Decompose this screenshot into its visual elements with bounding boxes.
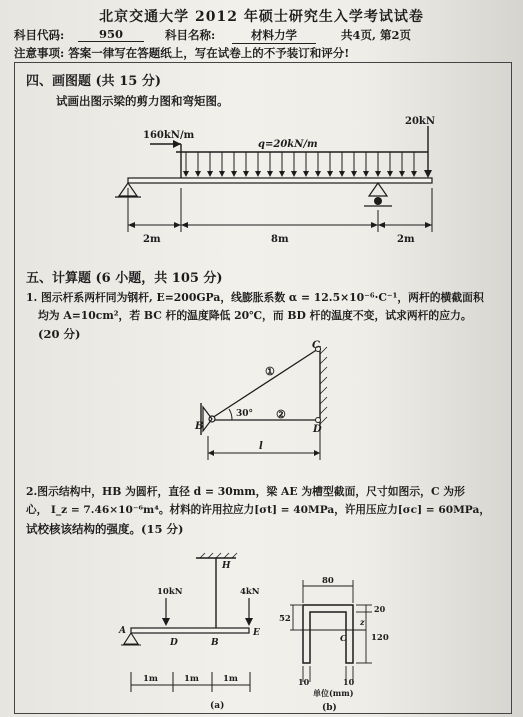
dim-width-80: 80 xyxy=(322,576,334,586)
moment-arrowhead xyxy=(173,140,181,148)
length-label: l xyxy=(259,441,263,452)
dim-label-1: 2m xyxy=(143,234,161,245)
angle-arc xyxy=(229,409,232,420)
unit-label: 单位(mm) xyxy=(313,688,354,698)
wall-hatching xyxy=(320,347,327,424)
beam-diagram xyxy=(0,110,523,260)
dim-10-left: 10 xyxy=(298,677,310,687)
label-a: A xyxy=(119,626,126,636)
roller-wheel xyxy=(374,197,382,205)
right-roller-support xyxy=(369,183,387,196)
label-e: E xyxy=(253,628,260,638)
subject-name-value: 材料力学 xyxy=(232,27,316,44)
dim-52: 52 xyxy=(279,614,291,624)
force-arrowhead xyxy=(424,170,432,178)
exam-title: 北京交通大学 2012 年硕士研究生入学考试试卷 xyxy=(99,9,424,25)
beam xyxy=(128,178,432,183)
subject-code-value: 950 xyxy=(78,27,144,42)
length-tick-right xyxy=(314,450,320,456)
q1-line1: 1. 图示杆系两杆同为钢杆, E=200GPa，线膨胀系数 α = 12.5×10⁻⁶·C⁻¹，两杆的横截面积 xyxy=(26,291,484,304)
ceiling-hatching xyxy=(200,553,237,558)
truss-diagram xyxy=(0,335,523,465)
force-4kn-arrowhead xyxy=(245,618,253,626)
force-10kn-arrowhead xyxy=(162,618,170,626)
member-1-label: ① xyxy=(265,365,275,378)
label-c: C xyxy=(312,340,320,351)
label-b: B xyxy=(195,421,204,432)
bar-bc xyxy=(212,349,318,418)
q1-line3: (20 分) xyxy=(38,327,81,341)
q2-line3: 试校核该结构的强度。(15 分) xyxy=(26,522,184,536)
dim-10-right: 10 xyxy=(343,677,355,687)
structure-diagrams xyxy=(0,548,523,714)
centroid-c: C xyxy=(340,634,347,644)
dim-label-3: 2m xyxy=(397,234,415,245)
angle-label: 30° xyxy=(236,409,254,419)
subject-code-label: 科目代码: xyxy=(14,28,65,42)
pin-d xyxy=(316,418,321,423)
caption-b: (b) xyxy=(322,703,337,713)
dim-a-3: 1m xyxy=(223,674,238,684)
dim-a-2: 1m xyxy=(184,674,199,684)
caption-a: (a) xyxy=(210,701,225,711)
section4-heading: 四、画图题 (共 15 分) xyxy=(26,74,161,89)
q2-line1: 2.图示结构中，HB 为圆杆，直径 d = 30mm，梁 AE 为槽型截面，尺寸如图示，C 为形 xyxy=(26,485,465,498)
dim-20: 20 xyxy=(374,604,386,614)
subject-name-field xyxy=(232,27,316,44)
length-dimension xyxy=(208,428,320,460)
label-d: D xyxy=(313,424,322,435)
q1-line2: 均为 A=10cm²，若 BC 杆的温度降低 20℃，而 BD 杆的温度不变，试求两杆的应力。 xyxy=(38,309,472,322)
label-h: H xyxy=(222,561,231,571)
section4-instruction: 试画出图示梁的剪力图和弯矩图。 xyxy=(56,94,229,108)
dim-120: 120 xyxy=(371,633,389,643)
q2-line2: 心， I_z = 7.46×10⁻⁶m⁴。材料的许用拉应力[σt] = 40MPa，许用压应力[σc] = 60MPa， xyxy=(26,504,490,516)
member-2-label: ② xyxy=(276,408,286,421)
distributed-load-arrows xyxy=(186,152,414,174)
force-4kn: 4kN xyxy=(240,587,260,597)
axis-z: z xyxy=(360,617,365,627)
subject-name-label: 科目名称: xyxy=(165,28,216,42)
label-d: D xyxy=(170,638,178,648)
moment-label: 160kN/m xyxy=(143,130,195,141)
exam-notice: 注意事项: 答案一律写在答题纸上，写在试卷上的不予装订和评分! xyxy=(14,46,350,60)
page-count: 共4页, 第2页 xyxy=(341,28,412,42)
beam-ae xyxy=(131,628,249,633)
force-10kn: 10kN xyxy=(157,587,183,597)
point-force-label: 20kN xyxy=(405,116,435,127)
label-b: B xyxy=(211,638,219,648)
section5-heading: 五、计算题 (6 小题，共 105 分) xyxy=(26,271,223,286)
dim-a-1: 1m xyxy=(143,674,158,684)
load-arrowheads xyxy=(183,171,417,177)
length-tick-left xyxy=(208,450,214,456)
dim-label-2: 8m xyxy=(271,234,289,245)
distributed-load-label: q=20kN/m xyxy=(258,139,318,150)
subject-code-field xyxy=(78,27,144,42)
support-a xyxy=(124,633,138,644)
